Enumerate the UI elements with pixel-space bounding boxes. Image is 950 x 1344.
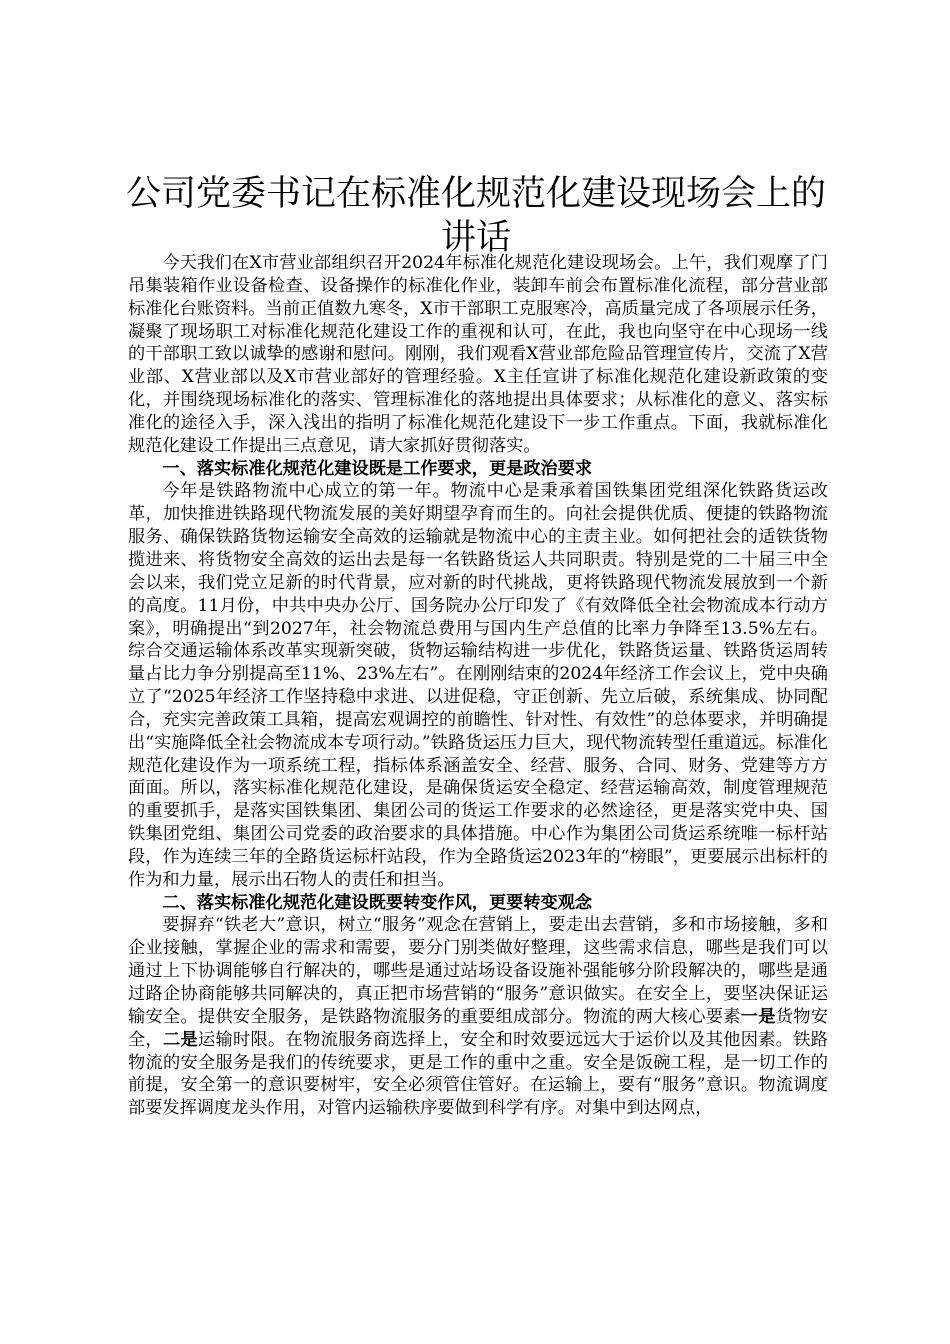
section-heading-2: 二、落实标准化规范化建设既要转变作风，更要转变观念 bbox=[162, 892, 593, 913]
section-1-paragraph: 今年是铁路物流中心成立的第一年。物流中心是秉承着国铁集团党组深化铁路货运改革，加快推进铁路现代物流发展的美好期望孕育而生的。向社会提供优质、便捷的铁路物流服务、确保铁路货物运输安全高效的运输就是物流中心的主责主业。如何把社会的适铁货物揽进来、将货物安全高效的运出去是每一名铁路货运人共同职责。特别是党的二十届三中全会以来，我们党立足新的时代背景，应对新的时代挑战，更将铁路现代物流发展放到一个新的高度。11月份，中共中央办公厅、国务院办公厅印发了《有效降低全社会物流成本行动方案》，明确提出“到2027年，社会物流总费用与国内生产总值的比率力争降至13.5%左右。综合交通运输体系改革实现新突破，货物运输结构进一步优化，铁路货运量、铁路货运周转量占比力争分别提高至11%、23%左右”。在刚刚结束的2024年经济工作会议上，党中央确立了“2025年经济工作坚持稳中求进、以进促稳，守正创新、先立后破，系统集成、协同配合，充实完善政策工具箱，提高宏观调控的前瞻性、针对性、有效性”的总体要求，并明确提出“实施降低全社会物流成本专项行动。”铁路货运压力巨大，现代物流转型任重道远。标准化规范化建设作为一项系统工程，指标体系涵盖安全、经营、服务、合同、财务、党建等方方面面。所以，落实标准化规范化建设，是确保货运安全稳定、经营运输高效，制度管理规范的重要抓手，是落实国铁集团、集团公司的货运工作要求的必然途径，更是落实党中央、国铁集团党组、集团公司党委的政治要求的具体措施。中心作为集团公司货运系统唯一标杆站段，作为连续三年的全路货运标杆站段，作为全路货运2023年的“榜眼”，更要展示出标杆的作为和力量，展示出石物人的责任和担当。 bbox=[128, 481, 828, 890]
document-body bbox=[128, 252, 828, 1120]
section-2-text-3: 运输时限。在物流服务商选择上，安全和时效要远远大于运价以及其他因素。铁路物流的安全服务是我们的传统要求，更是工作的重中之重。安全是饭碗工程，是一切工作的前提，安全第一的意识要树牢，安全必须管住管好。在运输上，要有“服务”意识。物流调度部要发挥调度龙头作用，对管内运输秩序要做到科学有序。对集中到达网点， bbox=[128, 1029, 828, 1119]
section-heading-1: 一、落实标准化规范化建设既是工作要求，更是政治要求 bbox=[162, 458, 593, 479]
document-title: 公司党委书记在标准化规范化建设现场会上的讲话 bbox=[125, 174, 826, 258]
intro-paragraph: 今天我们在X市营业部组织召开2024年标准化规范化建设现场会。上午，我们观摩了门吊集装箱作业设备检查、设备操作的标准化作业，装卸车前会布置标准化流程，部分营业部标准化台账资料。当前正值数九寒冬，X市干部职工克服寒冷，高质量完成了各项展示任务，凝聚了现场职工对标准化规范化建设工作的重视和认可，在此，我也向坚守在中心现场一线的干部职工致以诚挚的感谢和慰问。刚刚，我们观看X营业部危险品管理宣传片，交流了X营业部、X营业部以及X市营业部好的管理经验。X主任宣讲了标准化规范化建设新政策的变化，并围绕现场标准化的落实、管理标准化的落地提出具体要求；从标准化的意义、落实标准化的途径入手，深入浅出的指明了标准化规范化建设下一步工作重点。下面，我就标准化规范化建设工作提出三点意见，请大家抓好贯彻落实。 bbox=[128, 253, 828, 456]
bold-point-1: 一是 bbox=[740, 1006, 776, 1027]
section-2-text-1: 要摒弃“铁老大”意识，树立“服务”观念在营销上，要走出去营销，多和市场接触，多和企业接触，掌握企业的需求和需要，要分门别类做好整理，这些需求信息，哪些是我们可以通过上下协调能够自行解决的，哪些是通过站场设备设施补强能够分阶段解决的，哪些是通过路企协商能够共同解决的，真正把市场营销的“服务”意识做实。在安全上，要坚决保证运输安全。提供安全服务，是铁路物流服务的重要组成部分。物流的两大核心要素 bbox=[128, 915, 828, 1027]
section-2-paragraph bbox=[128, 914, 828, 1120]
section-2-text-2: 货物安全， bbox=[128, 1006, 828, 1050]
bold-point-2: 二是 bbox=[163, 1029, 199, 1050]
